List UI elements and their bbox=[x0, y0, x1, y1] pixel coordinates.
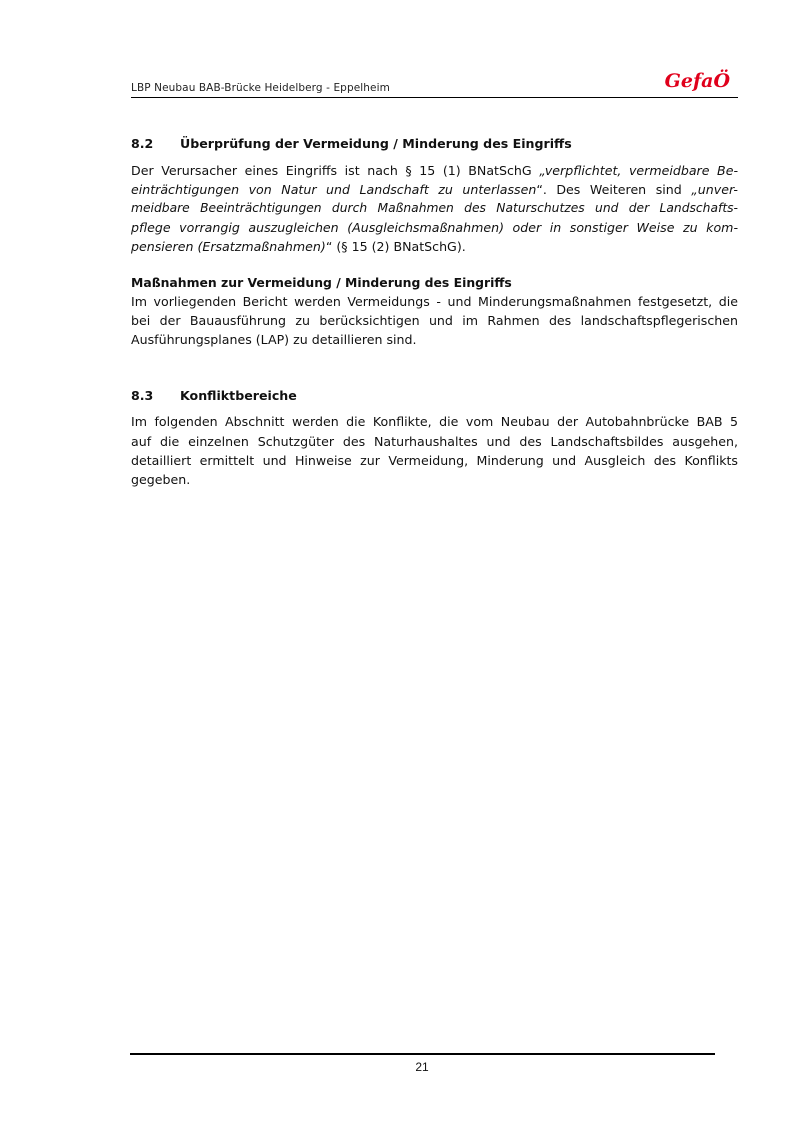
paragraph-line: bei der Bauausführung zu berücksichtigen und im Rahmen des landschaftspflegerischen bbox=[131, 313, 738, 328]
italic-quote: „unver- bbox=[691, 182, 738, 197]
paragraph-line: Ausführungsplanes (LAP) zu detaillieren sind. bbox=[131, 332, 417, 347]
italic-quote: meidbare Beeinträchtigungen durch Maßnahmen des Naturschutzes und der Landschafts- bbox=[131, 201, 738, 215]
paragraph-line bbox=[131, 199, 738, 218]
italic-quote: pensieren (Ersatzmaßnahmen) bbox=[131, 239, 326, 254]
section-title: Überprüfung der Vermeidung / Minderung des Eingriffs bbox=[180, 136, 572, 151]
section-number: 8.3 bbox=[131, 388, 154, 403]
page-number: 21 bbox=[415, 1060, 429, 1074]
section-number: 8.2 bbox=[131, 136, 154, 151]
italic-quote: „verpflichtet, vermeidbare Be- bbox=[539, 163, 738, 178]
text-run: “ (§ 15 (2) BNatSchG). bbox=[325, 239, 466, 254]
paragraph-line: auf die einzelnen Schutzgüter des Naturhaushaltes und des Landschaftsbildes ausgehen, bbox=[131, 434, 738, 449]
paragraph-line: Im vorliegenden Bericht werden Vermeidungs - und Minderungsmaßnahmen festgesetzt, die bbox=[131, 294, 738, 309]
header-title: LBP Neubau BAB-Brücke Heidelberg - Eppelheim bbox=[131, 82, 390, 94]
paragraph-line: detailliert ermittelt und Hinweise zur Vermeidung, Minderung und Ausgleich des Konflikts bbox=[131, 453, 738, 468]
paragraph-line bbox=[131, 218, 738, 237]
paragraph-line bbox=[131, 237, 738, 256]
paragraph-line: Im folgenden Abschnitt werden die Konflikte, die vom Neubau der Autobahnbrücke BAB 5 bbox=[131, 414, 738, 429]
section-heading-8-2 bbox=[131, 136, 572, 151]
section-title: Konfliktbereiche bbox=[180, 388, 297, 403]
section-heading-8-3 bbox=[131, 388, 297, 403]
footer-rule bbox=[130, 1053, 715, 1055]
paragraph-line: gegeben. bbox=[131, 472, 191, 487]
text-run: Der Verursacher eines Eingriffs ist nach § 15 (1) BNatSchG bbox=[131, 163, 540, 178]
company-logo: GefaÖ bbox=[664, 70, 730, 92]
subheading: Maßnahmen zur Vermeidung / Minderung des Eingriffs bbox=[131, 275, 512, 290]
text-run: “. Des Weiteren sind bbox=[536, 182, 692, 197]
italic-quote: einträchtigungen von Natur und Landschaft zu unterlassen bbox=[131, 182, 537, 197]
paragraph-line bbox=[131, 180, 738, 199]
italic-quote: pflege vorrangig auszugleichen (Ausgleichsmaßnahmen) oder in sonstiger Weise zu kom- bbox=[131, 220, 738, 235]
page-header bbox=[131, 66, 738, 98]
paragraph-line bbox=[131, 161, 738, 180]
